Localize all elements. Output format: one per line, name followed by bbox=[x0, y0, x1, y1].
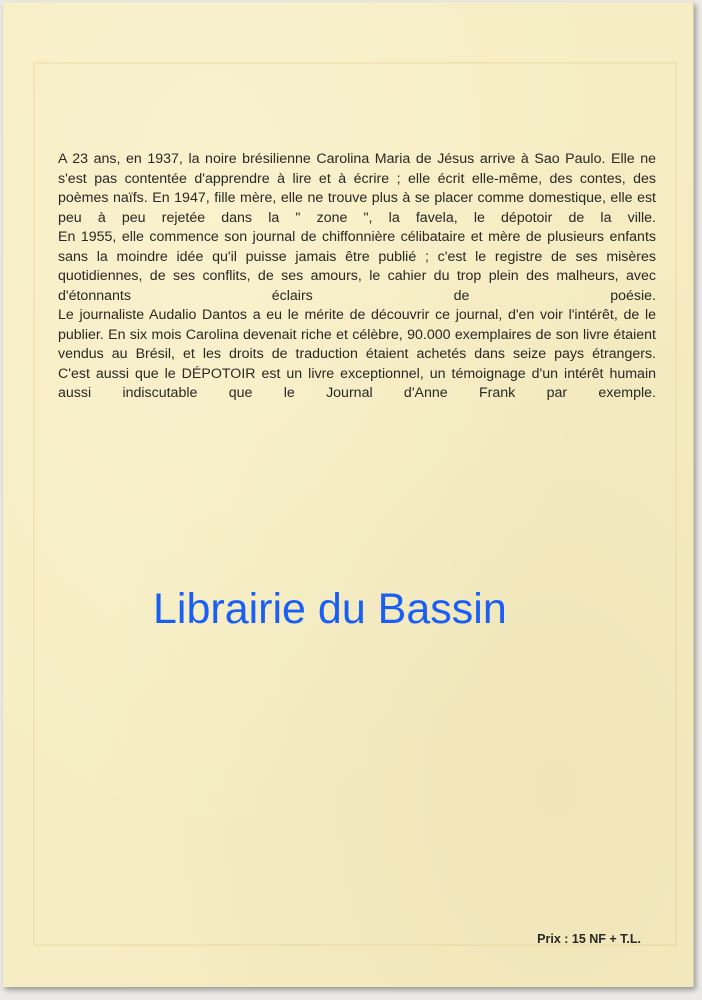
blurb-paragraph-2: En 1955, elle commence son journal de chiffonnière célibataire et mère de plusieurs enfants sans la moindre idée qu'il puisse jamais être publié ; c'est le registre de ses misères quotidiennes, de ses conflits, de ses amours, le cahier du trop plein des malheurs, avec d'étonnants éclairs de poésie. bbox=[58, 229, 656, 304]
price-label: Prix : 15 NF + T.L. bbox=[537, 932, 641, 946]
blurb-paragraph-4: C'est aussi que le DÉPOTOIR est un livre exceptionnel, un témoignage d'un intérêt humain aussi indiscutable que le Journal d'Anne Frank par exemple. bbox=[58, 365, 656, 401]
back-cover-blurb bbox=[58, 150, 656, 404]
blurb-paragraph-3: Le journaliste Audalio Dantos a eu le mérite de découvrir ce journal, d'en voir l'intérêt, de le publier. En six mois Carolina devenait riche et célèbre, 90.000 exemplaires de son livre étaient vendus au Brésil, et les droits de traduction étaient achetés dans seize pays étrangers. bbox=[58, 307, 656, 362]
blurb-paragraph-1: A 23 ans, en 1937, la noire brésilienne Carolina Maria de Jésus arrive à Sao Paulo. Elle ne s'est pas contentée d'apprendre à lire et à écrire ; elle écrit elle-même, des contes, des poèmes naïfs. En 1947, fille mère, elle ne trouve plus à se placer comme domestique, elle est peu à peu rejetée dans la " zone ", la favela, le dépotoir de la ville. bbox=[58, 151, 656, 226]
book-back-cover bbox=[3, 2, 694, 987]
bookseller-watermark: Librairie du Bassin bbox=[153, 585, 507, 633]
